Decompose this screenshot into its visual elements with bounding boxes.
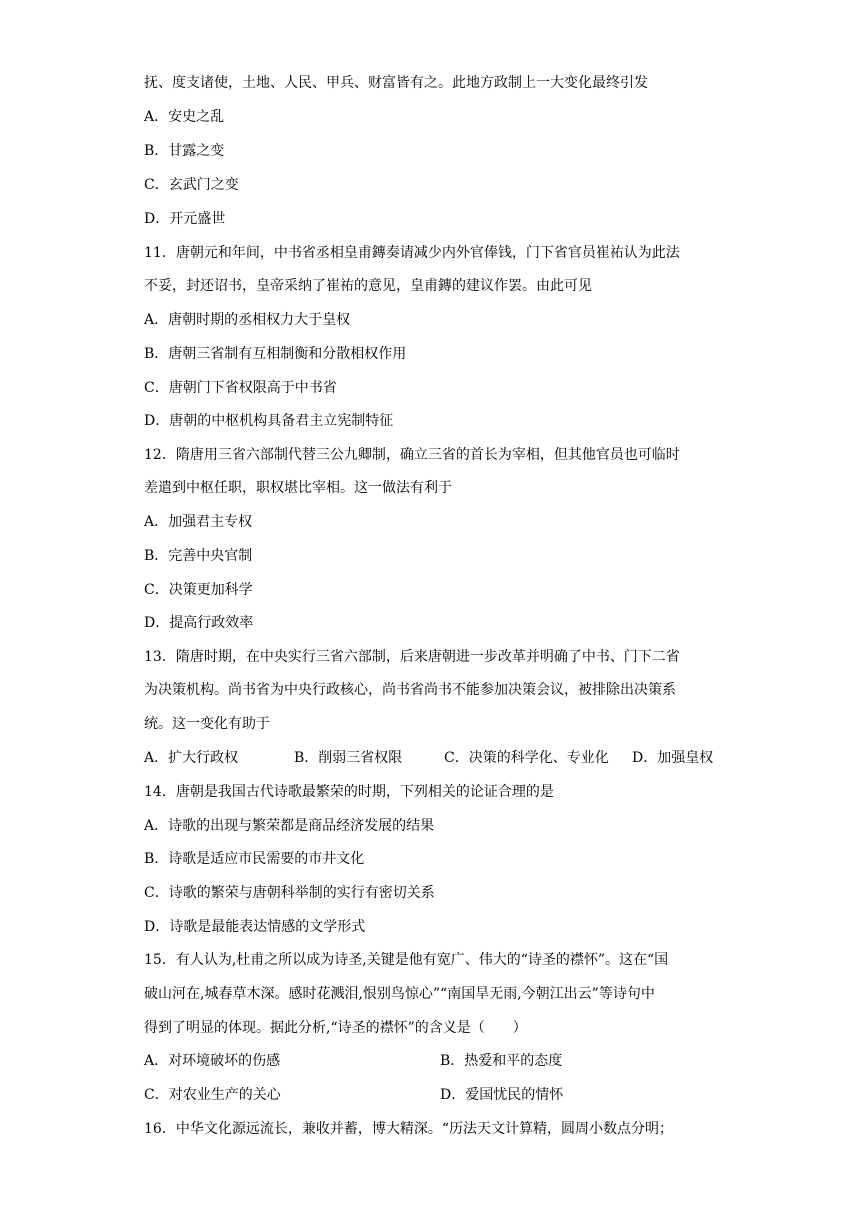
q13-option-a: A．扩大行政权 [144, 750, 239, 766]
text-line: 不妥，封还诏书，皇帝采纳了崔祐的意见，皇甫鏄的建议作罢。由此可见 [144, 278, 592, 294]
text-line: 16．中华文化源远流长，兼收并蓄，博大精深。“历法天文计算精，圆周小数点分明； [144, 1121, 673, 1137]
q15-options-row-1 [144, 1051, 720, 1071]
text-line: A．唐朝时期的丞相权力大于皇权 [144, 312, 351, 328]
text-line: 12．隋唐用三省六部制代替三公九卿制，确立三省的首长为宰相，但其他官员也可临时 [144, 447, 680, 463]
text-line: B．唐朝三省制有互相制衡和分散相权作用 [144, 346, 407, 362]
text-line: B．甘露之变 [144, 143, 225, 159]
text-line: 13．隋唐时期，在中央实行三省六部制，后来唐朝进一步改革并明确了中书、门下二省 [144, 649, 680, 665]
text-line: 抚、度支诸使，土地、人民、甲兵、财富皆有之。此地方政制上一大变化最终引发 [144, 75, 648, 91]
q15-option-c: C．对农业生产的关心 [144, 1087, 281, 1103]
q15-option-b: B．热爱和平的态度 [440, 1053, 563, 1069]
q13-option-b: B．削弱三省权限 [294, 750, 403, 766]
text-line: 15．有人认为,杜甫之所以成为诗圣,关键是他有宽广、伟大的“诗圣的襟怀”。这在“国 [144, 952, 669, 968]
q13-option-d: D．加强皇权 [632, 750, 714, 766]
q15-option-a: A．对环境破坏的伤感 [144, 1053, 281, 1069]
text-line: B．诗歌是适应市民需要的市井文化 [144, 851, 365, 867]
text-line: B．完善中央官制 [144, 548, 253, 564]
text-line: C．诗歌的繁荣与唐朝科举制的实行有密切关系 [144, 885, 435, 901]
text-line: D．提高行政效率 [144, 615, 254, 631]
text-line: 14．唐朝是我国古代诗歌最繁荣的时期，下列相关的论证合理的是 [144, 784, 554, 800]
text-line: C．玄武门之变 [144, 177, 239, 193]
q13-options [144, 748, 720, 768]
text-line: A．安史之乱 [144, 109, 225, 125]
text-line: D．开元盛世 [144, 211, 226, 227]
text-line: 破山河在,城春草木深。感时花溅泪,恨别鸟惊心”“南国旱无雨,今朝江出云”等诗句中 [144, 986, 655, 1002]
text-line: C．唐朝门下省权限高于中书省 [144, 380, 337, 396]
text-line: 11．唐朝元和年间，中书省丞相皇甫鏄奏请减少内外官俸钱，门下省官员崔祐认为此法 [144, 245, 680, 261]
q15-options-row-2 [144, 1085, 720, 1105]
text-line: 得到了明显的体现。据此分析,“诗圣的襟怀”的含义是（ ） [144, 1020, 527, 1036]
text-line: 差遣到中枢任职，职权堪比宰相。这一做法有利于 [144, 480, 452, 496]
text-line: A．加强君主专权 [144, 514, 253, 530]
text-line: D．唐朝的中枢机构具备君主立宪制特征 [144, 413, 394, 429]
q13-option-c: C．决策的科学化、专业化 [444, 750, 609, 766]
text-line: C．决策更加科学 [144, 582, 253, 598]
text-line: 为决策机构。尚书省为中央行政核心，尚书省尚书不能参加决策会议，被排除出决策系 [144, 682, 676, 698]
q15-option-d: D．爱国忧民的情怀 [440, 1087, 564, 1103]
text-line: D．诗歌是最能表达情感的文学形式 [144, 919, 366, 935]
text-line: 统。这一变化有助于 [144, 716, 270, 732]
text-line: A．诗歌的出现与繁荣都是商品经济发展的结果 [144, 818, 435, 834]
